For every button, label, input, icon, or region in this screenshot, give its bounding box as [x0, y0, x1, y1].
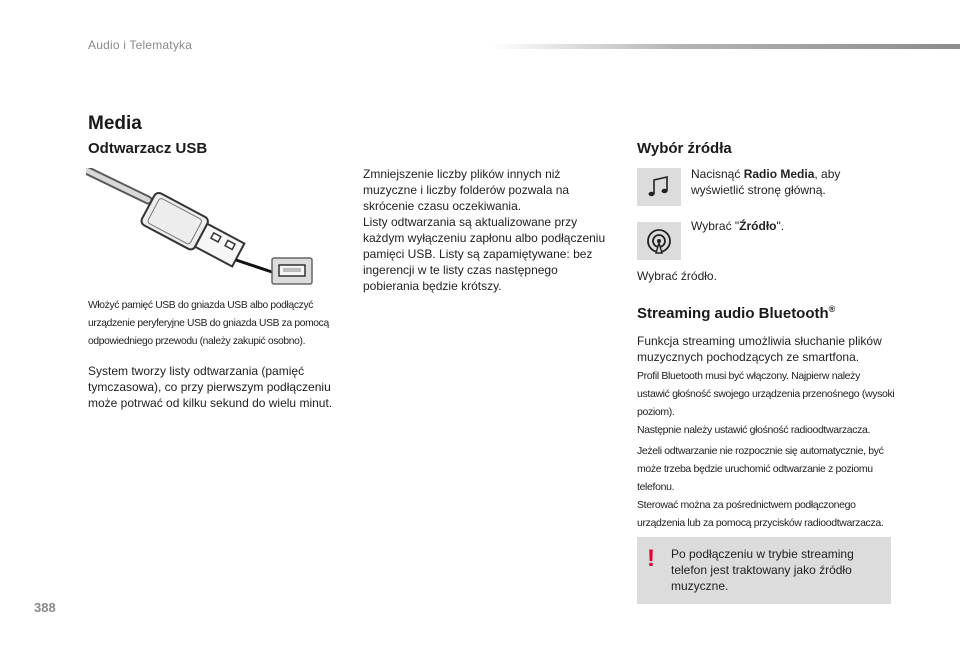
music-note-icon — [637, 168, 681, 206]
header-divider — [490, 44, 960, 49]
step-source: Wybrać "Źródło". — [691, 219, 785, 233]
page-number: 388 — [34, 600, 56, 615]
bluetooth-paragraph: Funkcja streaming umożliwia słuchanie plików muzycznych pochodzących ze smartfona. — [637, 334, 882, 364]
warning-text: Po podłączeniu w trybie streaming telefon jest traktowany jako źródło muzyczne. — [671, 547, 854, 593]
source-icon — [637, 222, 681, 260]
bluetooth-note-playback: Jeżeli odtwarzanie nie rozpocznie się automatycznie, być może trzeba będzie uruchomić odtwarzanie z poziomu telefonu. Sterować można za pośrednictwem podłączonego urządzenia lub za pomocą przycisków radioodtwarzacza. — [637, 445, 884, 529]
warning-box — [637, 537, 891, 604]
usb-heading: Odtwarzacz USB — [88, 140, 208, 157]
bluetooth-heading: Streaming audio Bluetooth® — [637, 304, 836, 322]
header-title: Audio i Telematyka — [88, 38, 193, 52]
usb-playlist-paragraph: Zmniejszenie liczby plików innych niż muzyczne i liczby folderów pozwala na skrócenie czasu oczekiwania. Listy odtwarzania są aktualizowane przy każdym wyłączeniu zapłonu albo podłączeniu pamięci USB. Listy są zapamiętywane: bez ingerencji w te listy czas następnego pobierania będzie krótszy. — [363, 167, 606, 293]
bluetooth-note-profile: Profil Bluetooth musi być włączony. Najpierw należy ustawić głośność swojego urządzenia przenośnego (wysoki poziom). Następnie należy ustawić głośność radioodtwarzacza. — [637, 370, 895, 436]
section-title: Media — [88, 113, 142, 134]
source-heading: Wybór źródła — [637, 140, 732, 157]
usb-caption: Włożyć pamięć USB do gniazda USB albo podłączyć urządzenie peryferyjne USB do gniazda USB za pomocą odpowiedniego przewodu (należy zakupić osobno). — [88, 300, 329, 347]
step-radio-media: Nacisnąć Radio Media, aby wyświetlić stronę główną. — [691, 167, 841, 197]
exclamation-icon: ! — [647, 545, 655, 572]
step-select-source: Wybrać źródło. — [637, 269, 717, 283]
usb-plug-illustration — [86, 168, 318, 288]
usb-paragraph: System tworzy listy odtwarzania (pamięć tymczasowa), co przy pierwszym podłączeniu może potrwać od kilku sekund do wielu minut. — [88, 364, 333, 410]
